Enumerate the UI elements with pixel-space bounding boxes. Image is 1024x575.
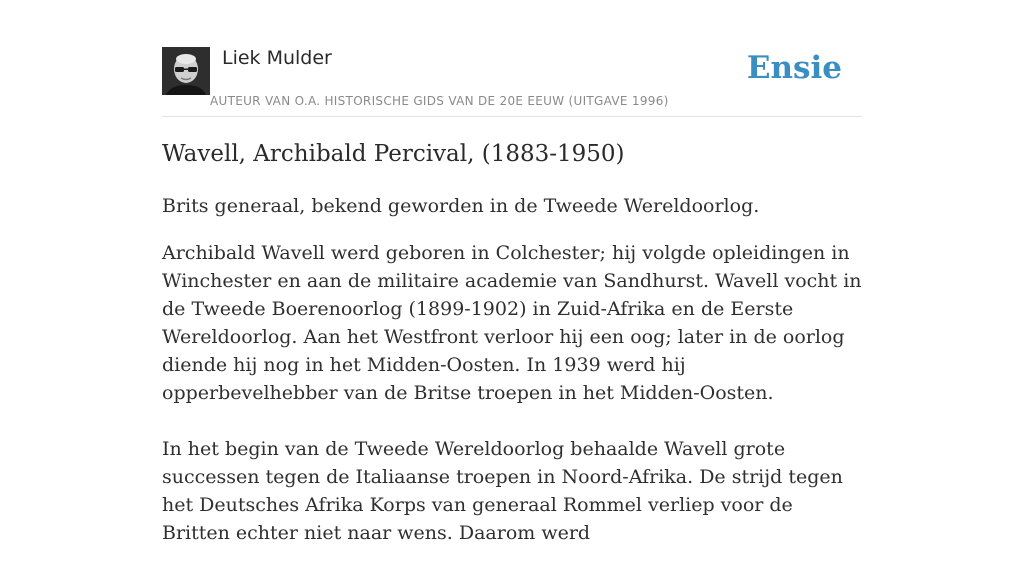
article-body xyxy=(162,239,864,575)
article-header xyxy=(162,0,862,117)
author-subtitle: AUTEUR VAN O.A. HISTORISCHE GIDS VAN DE 20E EEUW (UITGAVE 1996) xyxy=(210,94,669,108)
brand-logo[interactable]: Ensie xyxy=(746,50,842,86)
author-avatar[interactable] xyxy=(162,47,210,95)
article-summary: Brits generaal, bekend geworden in de Tweede Wereldoorlog. xyxy=(162,195,760,217)
article-paragraph: Archibald Wavell werd geboren in Colchester; hij volgde opleidingen in Winchester en aan de militaire academie van Sandhurst. Wavell vocht in de Tweede Boerenoorlog (1899-1902) in Zuid-Afrika en de Eerste Wereldoorlog. Aan het Westfront verloor hij een oog; later in de oorlog diende hij nog in het Midden-Oosten. In 1939 werd hij opperbevelhebber van de Britse troepen in het Midden-Oosten. xyxy=(162,242,862,404)
article-paragraph: In het begin van de Tweede Wereldoorlog behaalde Wavell grote successen tegen de Italiaanse troepen in Noord-Afrika. De strijd tegen het Deutsches Afrika Korps van generaal Rommel verliep voor de Britten echter niet naar wens. Daarom werd xyxy=(162,438,843,544)
avatar-portrait-icon xyxy=(162,47,210,95)
article-title: Wavell, Archibald Percival, (1883-1950) xyxy=(162,141,625,167)
author-name[interactable]: Liek Mulder xyxy=(222,47,332,69)
